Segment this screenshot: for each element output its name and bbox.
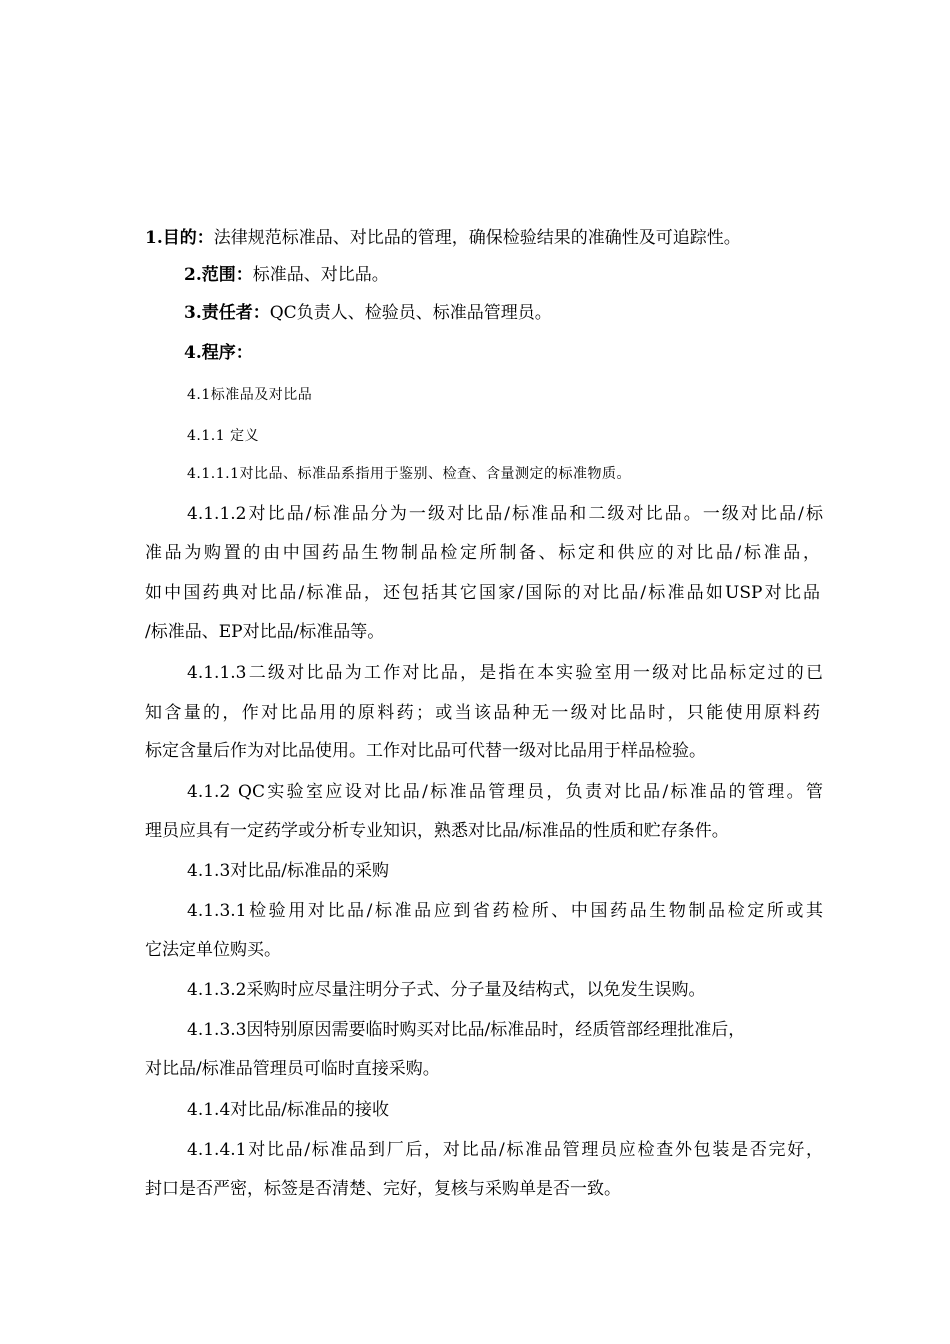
section-4-1-4-1-line-1: 4.1.4.1对比品/标准品到厂后，对比品/标准品管理员应检查外包装是否完好， [187, 1140, 823, 1160]
purpose-line [145, 227, 741, 249]
purpose-text: 法律规范标准品、对比品的管理，确保检验结果的准确性及可追踪性。 [213, 228, 741, 248]
section-4-1-4-heading: 4.1.4对比品/标准品的接收 [187, 1100, 389, 1120]
responsible-label: 3.责任者： [184, 303, 270, 323]
section-4-1-1-3-line-2: 知含量的，作对比品用的原料药；或当该品种无一级对比品时，只能使用原料药 [145, 703, 820, 723]
responsible-text: QC负责人、检验员、标准品管理员。 [269, 303, 552, 323]
section-4-1-1-3-line-3: 标定含量后作为对比品使用。工作对比品可代替一级对比品用于样品检验。 [145, 741, 706, 761]
section-4-1-3-2: 4.1.3.2采购时应尽量注明分子式、分子量及结构式，以免发生误购。 [187, 980, 706, 1000]
section-4-1-2-line-2: 理员应具有一定药学或分析专业知识，熟悉对比品/标准品的性质和贮存条件。 [145, 821, 729, 841]
section-4-1-3-3-line-1: 4.1.3.3因特别原因需要临时购买对比品/标准品时，经质管部经理批准后， [187, 1020, 746, 1040]
section-4-1-3-heading: 4.1.3对比品/标准品的采购 [187, 861, 389, 881]
purpose-label: 1.目的： [145, 228, 214, 248]
section-4-1-1-2-line-3: 如中国药典对比品/标准品，还包括其它国家/国际的对比品/标准品如USP对比品 [145, 583, 820, 603]
procedure-heading: 4.程序： [184, 343, 253, 363]
section-4-1-3-1-line-1: 4.1.3.1检验用对比品/标准品应到省药检所、中国药品生物制品检定所或其 [187, 901, 823, 921]
section-4-1-3-1-line-2: 它法定单位购买。 [145, 940, 281, 960]
scope-text: 标准品、对比品。 [252, 265, 389, 285]
section-4-1-2-line-1: 4.1.2 QC实验室应设对比品/标准品管理员，负责对比品/标准品的管理。管 [187, 782, 823, 802]
section-4-1-4-1-line-2: 封口是否严密，标签是否清楚、完好，复核与采购单是否一致。 [145, 1179, 621, 1199]
scope-label: 2.范围： [184, 265, 253, 285]
section-4-1-1-2-line-1: 4.1.1.2对比品/标准品分为一级对比品/标准品和二级对比品。一级对比品/标 [187, 504, 823, 524]
responsible-line [184, 302, 552, 324]
section-4-1-1-1 [187, 462, 631, 485]
section-4-1-3-3-line-2: 对比品/标准品管理员可临时直接采购。 [145, 1059, 440, 1079]
section-4-1-1-2-line-2: 准品为购置的由中国药品生物制品检定所制备、标定和供应的对比品/标准品， [145, 543, 820, 563]
scope-line [184, 264, 389, 286]
section-4-1-1-2-line-4: /标准品、EP对比品/标准品等。 [145, 622, 385, 642]
section-4-1-1-heading: 4.1.1 定义 [187, 428, 260, 444]
section-4-1-heading: 4.1标准品及对比品 [187, 387, 313, 403]
section-4-1-1-3-line-1: 4.1.1.3二级对比品为工作对比品，是指在本实验室用一级对比品标定过的已 [187, 663, 823, 683]
section-4-1-1-1-text: 4.1.1.1对比品、标准品系指用于鉴别、检查、含量测定的标准物质。 [187, 466, 631, 482]
